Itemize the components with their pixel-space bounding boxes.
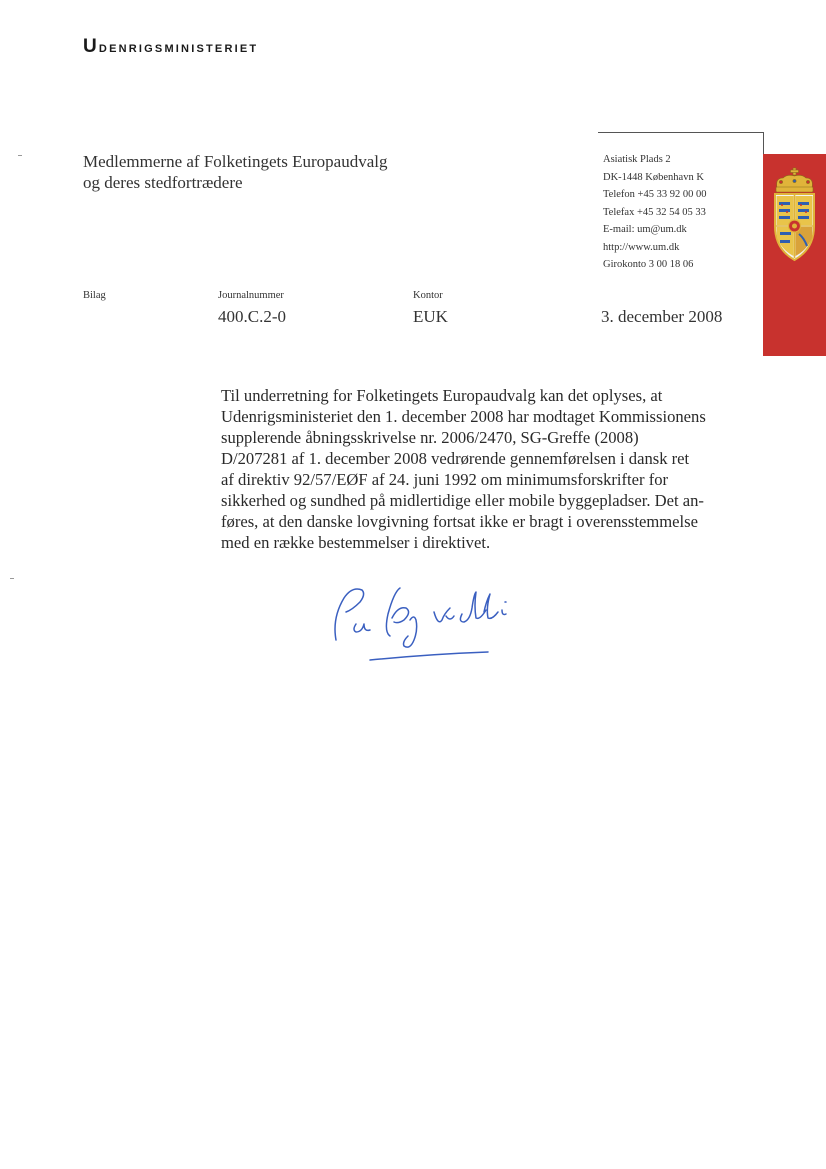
body-line: føres, at den danske lovgivning fortsat ikke er bragt i overensstemmelse: [221, 512, 698, 531]
office-value: EUK: [413, 307, 448, 326]
body-line: af direktiv 92/57/EØF af 24. juni 1992 om minimumsforskrifter for: [221, 470, 669, 489]
recipient-line: og deres stedfortrædere: [83, 173, 243, 192]
address-phone: Telefon +45 33 92 00 00: [603, 189, 707, 200]
letter-body: [221, 385, 741, 553]
ministry-header: Udenrigsministeriet: [83, 36, 259, 57]
handwritten-signature: [322, 578, 532, 663]
address-fax: Telefax +45 32 54 05 33: [603, 206, 706, 218]
body-line: Udenrigsministeriet den 1. december 2008 har modtaget Kommissionens: [221, 407, 706, 426]
journal-number-value: 400.C.2-0: [218, 307, 286, 326]
address-city: DK-1448 København K: [603, 171, 704, 183]
royal-coat-of-arms-icon: [763, 154, 826, 356]
journal-number-label: Journalnummer: [218, 290, 284, 301]
address-email[interactable]: E-mail: um@um.dk: [603, 224, 687, 235]
header-rule-vertical: [763, 132, 764, 154]
address-street: Asiatisk Plads 2: [603, 154, 671, 165]
header-rule: [598, 132, 764, 133]
recipient-block: [83, 151, 388, 193]
bilag-label: Bilag: [83, 290, 106, 301]
body-line: med en række bestemmelser i direktivet.: [221, 533, 491, 552]
letter-date: 3. december 2008: [601, 307, 723, 326]
body-line: Til underretning for Folketingets Europaudvalg kan det oplyses, at: [221, 386, 663, 405]
address-website[interactable]: http://www.um.dk: [603, 241, 680, 253]
body-line: sikkerhed og sundhed på midlertidige eller mobile byggepladser. Det an-: [221, 491, 704, 510]
office-label: Kontor: [413, 290, 443, 301]
red-band: [763, 154, 826, 356]
address-giro: Girokonto 3 00 18 06: [603, 259, 694, 270]
body-line: D/207281 af 1. december 2008 vedrørende gennemførelsen i dansk ret: [221, 449, 690, 468]
margin-mark: [18, 155, 22, 156]
recipient-line: Medlemmerne af Folketingets Europaudvalg: [83, 152, 388, 171]
margin-mark: [10, 578, 14, 579]
body-line: supplerende åbningsskrivelse nr. 2006/2470, SG-Greffe (2008): [221, 428, 639, 447]
sender-address: [603, 151, 706, 274]
